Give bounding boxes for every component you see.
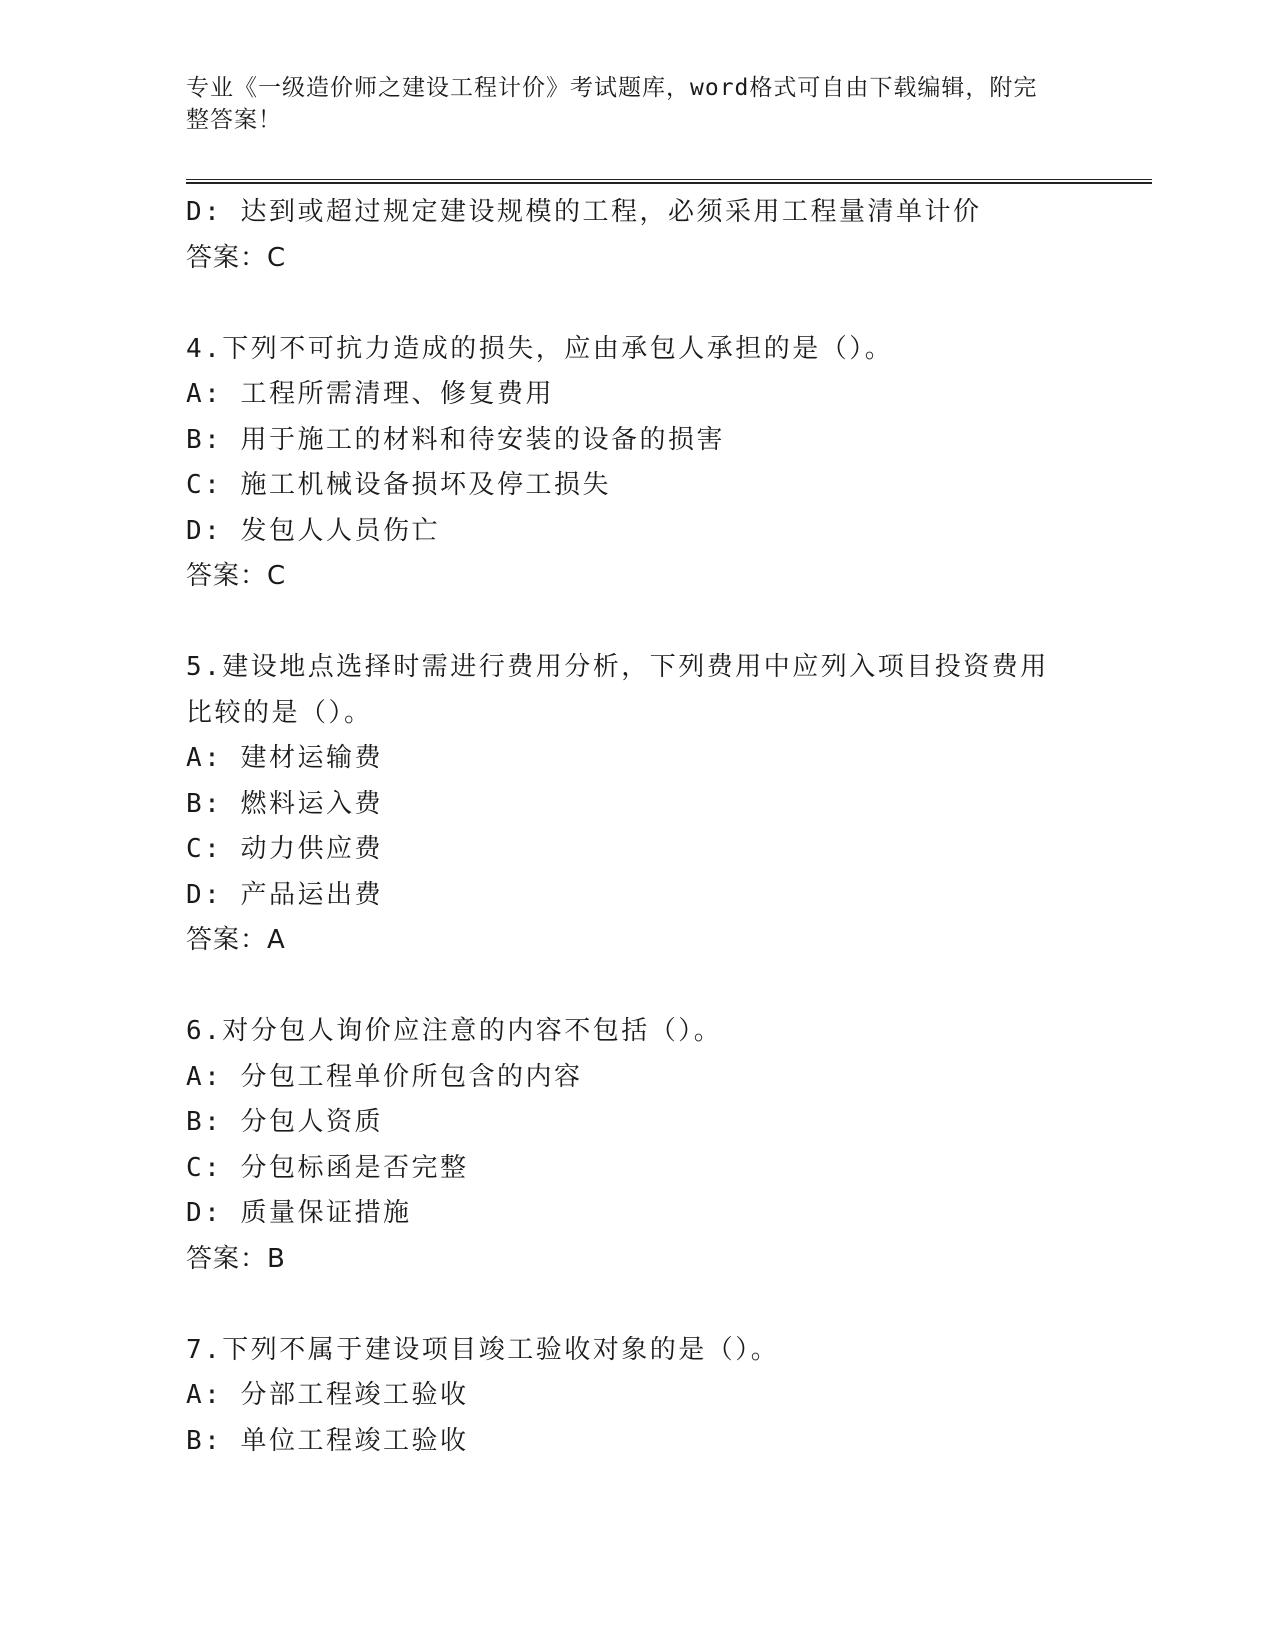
option-a: A: 分部工程竣工验收 xyxy=(186,1380,469,1410)
option-c: C: 分包标函是否完整 xyxy=(186,1152,469,1183)
document-header xyxy=(186,72,1066,136)
question-3-tail xyxy=(186,190,1086,281)
option-b: B: 单位工程竣工验收 xyxy=(186,1425,469,1456)
option-d: D: 产品运出费 xyxy=(186,879,383,910)
option-d: D: 质量保证措施 xyxy=(186,1198,412,1228)
question-6 xyxy=(186,1009,1086,1282)
question-7 xyxy=(186,1328,1086,1465)
question-list xyxy=(186,190,1086,1464)
question-stem: 4.下列不可抗力造成的损失，应由承包人承担的是（）。 xyxy=(186,333,894,364)
header-line-1: 专业《一级造价师之建设工程计价》考试题库，word格式可自由下载编辑，附完 xyxy=(186,75,1038,101)
question-stem-continued: 比较的是（）。 xyxy=(186,697,373,728)
question-stem: 7.下列不属于建设项目竣工验收对象的是（）。 xyxy=(186,1334,780,1365)
answer-line: 答案：C xyxy=(186,242,287,273)
answer-line: 答案：C xyxy=(186,561,287,591)
header-divider xyxy=(186,179,1152,184)
option-d: D: 达到或超过规定建设规模的工程，必须采用工程量清单计价 xyxy=(186,197,982,227)
question-stem: 6.对分包人询价应注意的内容不包括（）。 xyxy=(186,1016,723,1046)
option-b: B: 分包人资质 xyxy=(186,1107,383,1137)
option-a: A: 分包工程单价所包含的内容 xyxy=(186,1061,583,1092)
header-line-2: 整答案！ xyxy=(186,107,282,133)
option-a: A: 建材运输费 xyxy=(186,743,383,773)
answer-line: 答案：B xyxy=(186,1243,286,1274)
option-c: C: 动力供应费 xyxy=(186,834,383,864)
question-5 xyxy=(186,645,1086,964)
question-stem: 5.建设地点选择时需进行费用分析，下列费用中应列入项目投资费用 xyxy=(186,652,1049,682)
option-a: A: 工程所需清理、修复费用 xyxy=(186,379,554,409)
question-4 xyxy=(186,327,1086,600)
option-b: B: 用于施工的材料和待安装的设备的损害 xyxy=(186,424,725,455)
answer-line: 答案：A xyxy=(186,925,286,955)
option-b: B: 燃料运入费 xyxy=(186,788,383,819)
option-d: D: 发包人人员伤亡 xyxy=(186,515,440,546)
option-c: C: 施工机械设备损坏及停工损失 xyxy=(186,470,611,500)
